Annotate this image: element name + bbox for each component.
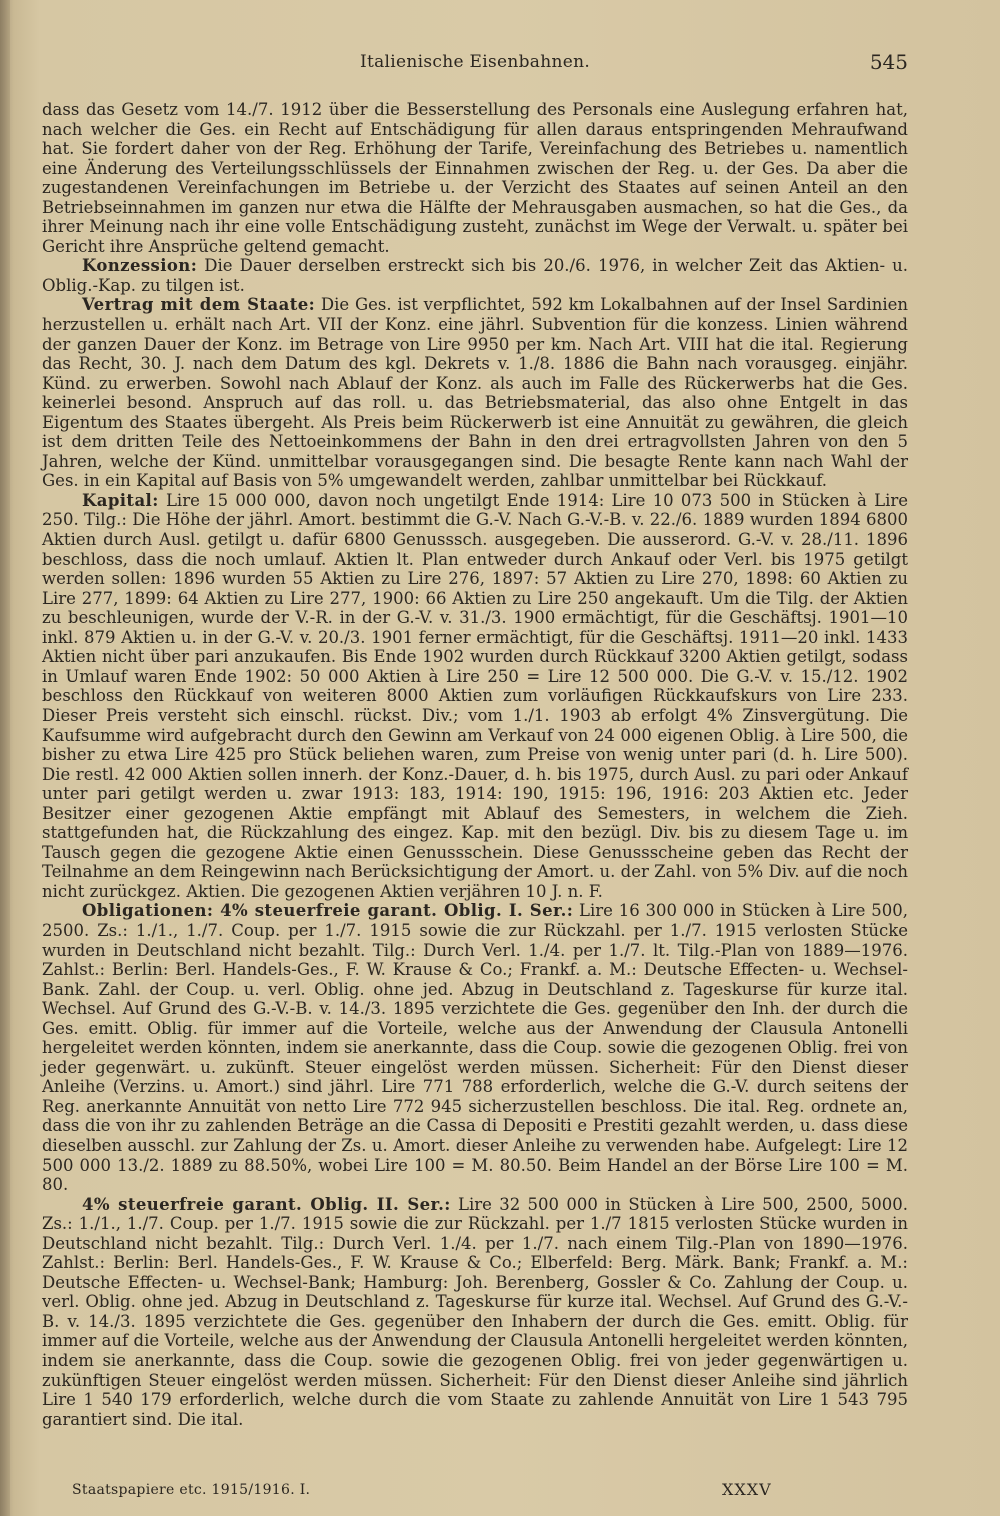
section-lead: Kapital: — [82, 490, 159, 510]
body-text — [42, 100, 908, 1429]
section-lead: 4% steuerfreie garant. Oblig. II. Ser.: — [82, 1194, 451, 1214]
page-number: 545 — [869, 50, 908, 74]
page-gutter-shadow — [0, 0, 10, 1516]
running-title: Italienische Eisenbahnen. — [359, 52, 591, 72]
paragraph-text: Die Ges. ist verpflichtet, 592 km Lokalbahnen auf der Insel Sardinien herzustellen u. erhält nach Art. VII der Konz. eine jährl. Subvention für die konzess. Linien während der ganzen Dauer der Konz. im Betrage von Lire 9950 per km. Nach Art. VIII hat die ital. Regierung das Recht, 30. J. nach dem Datum des kgl. Dekrets v. 1./8. 1886 die Bahn nach vorausgeg. einjähr. Künd. zu erwerben. Sowohl nach Ablauf der Konz. als auch im Falle des Rückerwerbs hat die Ges. keinerlei besond. Anspruch auf das roll. u. das Betriebsmaterial, das also ohne Entgelt in das Eigentum des Staates übergeht. Als Preis beim Rückerwerb ist eine Annuität zu gewähren, die gleich ist dem dritten Teile des Nettoeinkommens der Bahn in den drei ertragvollsten Jahren von den 5 Jahren, welche der Künd. unmittelbar vorausgegangen sind. Die besagte Rente kann nach Wahl der Ges. in ein Kapital auf Basis von 5% umgewandelt werden, zahlbar unmittelbar bei Rückkauf. — [42, 295, 908, 491]
section-lead: Vertrag mit dem Staate: — [82, 295, 316, 315]
sheet-mark: XXXV — [722, 1480, 772, 1499]
paragraph-konzession — [42, 256, 908, 295]
paragraph-kapital — [42, 491, 908, 901]
printer-signature: Staatspapiere etc. 1915/1916. I. — [72, 1482, 311, 1498]
paragraph-text: Lire 15 000 000, davon noch ungetilgt Ende 1914: Lire 10 073 500 in Stücken à Lire 250. Tilg.: Die Höhe der jährl. Amort. bestimmt die G.-V. Nach G.-V.-B. v. 22./6. 1889 wurden 1894 6800 Aktien durch Ausl. getilgt u. dafür 6800 Genusssch. ausgegeben. Die ausserord. G.-V. v. 28./11. 1896 beschloss, dass die noch umlauf. Aktien lt. Plan entweder durch Ankauf oder Verl. bis 1975 getilgt werden sollen: 1896 wurden 55 Aktien zu Lire 276, 1897: 57 Aktien zu Lire 270, 1898: 60 Aktien zu Lire 277, 1899: 64 Aktien zu Lire 277, 1900: 66 Aktien zu Lire 250 angekauft. Um die Tilg. der Aktien zu beschleunigen, wurde der V.-R. in der G.-V. v. 31./3. 1900 ermächtigt, für die Geschäftsj. 1901—10 inkl. 879 Aktien u. in der G.-V. v. 20./3. 1901 ferner ermächtigt, für die Geschäftsj. 1911—20 inkl. 1433 Aktien nicht über pari anzukaufen. Bis Ende 1902 wurden durch Rückkauf 3200 Aktien getilgt, sodass in Umlauf waren Ende 1902: 50 000 Aktien à Lire 250 = Lire 12 500 000. Die G.-V. v. 15./12. 1902 beschloss den Rückkauf von weiteren 8000 Aktien zum vorläufigen Rückkaufskurs von Lire 233. Dieser Preis versteht sich einschl. rückst. Div.; vom 1./1. 1903 ab erfolgt 4% Zinsvergütung. Die Kaufsumme wird aufgebracht durch den Gewinn am Verkauf von 24 000 eigenen Oblig. à Lire 500, die bisher zu etwa Lire 425 pro Stück beliehen waren, zum Preise von wenig unter pari (d. h. Lire 500). Die restl. 42 000 Aktien sollen innerh. der Konz.-Dauer, d. h. bis 1975, durch Ausl. zu pari oder Ankauf unter pari getilgt werden u. zwar 1913: 183, 1914: 190, 1915: 196, 1916: 203 Aktien etc. Jeder Besitzer einer gezogenen Aktie empfängt mit Ablauf des Semesters, in welchem die Zieh. stattgefunden hat, die Rückzahlung des eingez. Kap. mit den bezügl. Div. bis zu diesem Tage u. im Tausch gegen die gezogene Aktie einen Genussschein. Diese Genussscheine geben das Recht der Teilnahme an dem Reingewinn nach Berücksichtigung der Amort. u. der Zahl. von 5% Div. auf die noch nicht zurückgez. Aktien. Die gezogenen Aktien verjähren 10 J. n. F. — [42, 490, 908, 901]
paragraph-text: Lire 32 500 000 in Stücken à Lire 500, 2500, 5000. Zs.: 1./1., 1./7. Coup. per 1./7. 1915 sowie die zur Rückzahl. per 1./7 1815 verlosten Stücke wurden in Deutschland nicht bezahlt. Tilg.: Durch Verl. 1./4. per 1./7. nach einem Tilg.-Plan von 1890—1976. Zahlst.: Berlin: Berl. Handels-Ges., F. W. Krause & Co.; Elberfeld: Berg. Märk. Bank; Frankf. a. M.: Deutsche Effecten- u. Wechsel-Bank; Hamburg: Joh. Berenberg, Gossler & Co. Zahlung der Coup. u. verl. Oblig. ohne jed. Abzug in Deutschland z. Tageskurse für kurze ital. Wechsel. Auf Grund des G.-V.-B. v. 14./3. 1895 verzichtete die Ges. gegenüber den Inhabern der durch die Ges. emitt. Oblig. für immer auf die Vorteile, welche aus der Anwendung der Clausula Antonelli hergeleitet werden könnten, indem sie anerkannte, dass die Coup. sowie die gezogenen Oblig. frei von jeder gegenwärtigen u. zukünftigen Steuer eingelöst werden müssen. Sicherheit: Für den Dienst dieser Anleihe sind jährlich Lire 1 540 179 erforderlich, welche durch die vom Staate zu zahlende Annuität von Lire 1 543 795 garantiert sind. Die ital. — [42, 1194, 908, 1429]
paragraph-obligationen-1 — [42, 901, 908, 1194]
page-footer — [72, 1480, 792, 1504]
paragraph-obligationen-2 — [42, 1195, 908, 1430]
paragraph-vertrag — [42, 295, 908, 490]
section-lead: Obligationen: 4% steuerfreie garant. Oblig. I. Ser.: — [82, 901, 574, 921]
paragraph-intro — [42, 100, 908, 256]
running-head — [42, 52, 908, 78]
section-lead: Konzession: — [82, 256, 198, 276]
paragraph-text: dass das Gesetz vom 14./7. 1912 über die Besserstellung des Personals eine Auslegung erfahren hat, nach welcher die Ges. ein Recht auf Entschädigung für allen daraus entspringenden Mehraufwand hat. Sie fordert daher von der Reg. Erhöhung der Tarife, Vereinfachung des Betriebes u. namentlich eine Änderung des Verteilungsschlüssels der Einnahmen zwischen der Reg. u. der Ges. Da aber die zugestandenen Vereinfachungen im Betriebe u. der Verzicht des Staates auf seinen Anteil an den Betriebseinnahmen im ganzen nur etwa die Hälfte der Mehrausgaben ausmachen, so hat die Ges., da ihrer Meinung nach ihr eine volle Entschädigung zusteht, zunächst im Wege der Verwalt. u. später bei Gericht ihre Ansprüche geltend gemacht. — [42, 100, 908, 256]
paragraph-text: Die Dauer derselben erstreckt sich bis 20./6. 1976, in welcher Zeit das Aktien- u. Oblig.-Kap. zu tilgen ist. — [42, 256, 908, 295]
paragraph-text: Lire 16 300 000 in Stücken à Lire 500, 2500. Zs.: 1./1., 1./7. Coup. per 1./7. 1915 sowie die zur Rückzahl. per 1./7. 1915 verlosten Stücke wurden in Deutschland nicht bezahlt. Tilg.: Durch Verl. 1./4. per 1./7. lt. Tilg.-Plan von 1889—1976. Zahlst.: Berlin: Berl. Handels-Ges., F. W. Krause & Co.; Frankf. a. M.: Deutsche Effecten- u. Wechsel-Bank. Zahl. der Coup. u. verl. Oblig. ohne jed. Abzug in Deutschland z. Tageskurse für kurze ital. Wechsel. Auf Grund des G.-V.-B. v. 14./3. 1895 verzichtete die Ges. gegenüber den Inh. der durch die Ges. emitt. Oblig. für immer auf die Vorteile, welche aus der Anwendung der Clausula Antonelli hergeleitet werden könnten, indem sie anerkannte, dass die Coup. sowie die gezogenen Oblig. frei von jeder gegenwärt. u. zukünft. Steuer eingelöst werden müssen. Sicherheit: Für den Dienst dieser Anleihe (Verzins. u. Amort.) sind jährl. Lire 771 788 erforderlich, welche die G.-V. durch seitens der Reg. anerkannte Annuität von netto Lire 772 945 sicherzustellen beschloss. Die ital. Reg. ordnete an, dass die von ihr zu zahlenden Beträge an die Cassa di Depositi e Prestiti gezahlt werden, u. dass diese dieselben ausschl. zur Zahlung der Zs. u. Amort. dieser Anleihe zu verwenden habe. Aufgelegt: Lire 12 500 000 13./2. 1889 zu 88.50%, wobei Lire 100 = M. 80.50. Beim Handel an der Börse Lire 100 = M. 80. — [42, 901, 908, 1195]
